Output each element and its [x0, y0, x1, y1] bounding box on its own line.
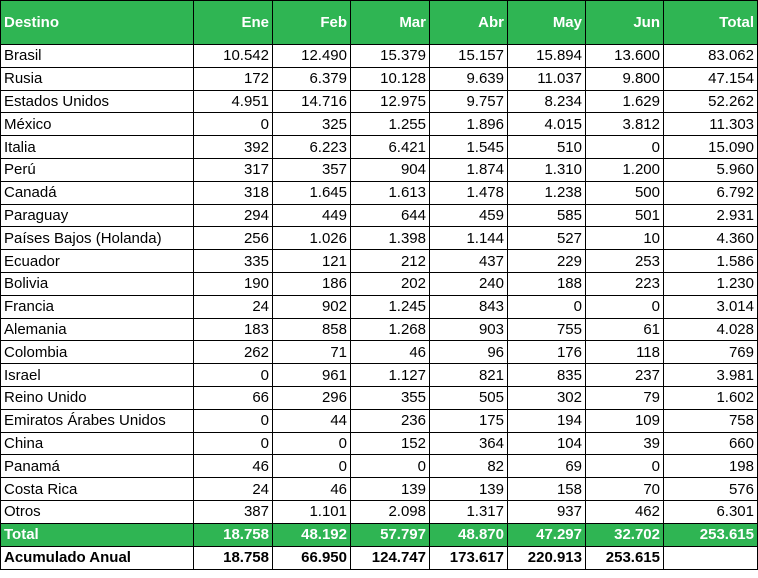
header-abr: Abr: [430, 1, 508, 45]
value-cell: 961: [273, 364, 351, 387]
value-cell: 4.028: [664, 318, 758, 341]
value-cell: 576: [664, 478, 758, 501]
value-cell: 387: [194, 500, 273, 523]
destino-cell: Países Bajos (Holanda): [1, 227, 194, 250]
total-cell: 48.870: [430, 523, 508, 546]
value-cell: 296: [273, 386, 351, 409]
value-cell: 4.360: [664, 227, 758, 250]
value-cell: 2.098: [351, 500, 430, 523]
destino-cell: Costa Rica: [1, 478, 194, 501]
value-cell: 158: [508, 478, 586, 501]
value-cell: 317: [194, 158, 273, 181]
table-row: [1, 341, 758, 364]
value-cell: 3.981: [664, 364, 758, 387]
value-cell: 46: [273, 478, 351, 501]
table-row: [1, 113, 758, 136]
destino-cell: Panamá: [1, 455, 194, 478]
value-cell: 139: [430, 478, 508, 501]
value-cell: 240: [430, 272, 508, 295]
value-cell: 0: [273, 455, 351, 478]
value-cell: 1.127: [351, 364, 430, 387]
value-cell: 96: [430, 341, 508, 364]
value-cell: 843: [430, 295, 508, 318]
value-cell: 3.812: [586, 113, 664, 136]
value-cell: 0: [194, 409, 273, 432]
value-cell: 1.255: [351, 113, 430, 136]
value-cell: 2.931: [664, 204, 758, 227]
value-cell: 0: [273, 432, 351, 455]
value-cell: 82: [430, 455, 508, 478]
value-cell: 10.542: [194, 45, 273, 68]
acumulado-row: [1, 546, 758, 569]
total-cell: 48.192: [273, 523, 351, 546]
destino-cell: Reino Unido: [1, 386, 194, 409]
value-cell: 12.490: [273, 45, 351, 68]
value-cell: 70: [586, 478, 664, 501]
value-cell: 0: [194, 113, 273, 136]
value-cell: 505: [430, 386, 508, 409]
value-cell: 1.586: [664, 250, 758, 273]
table-row: [1, 295, 758, 318]
value-cell: 501: [586, 204, 664, 227]
table-row: [1, 272, 758, 295]
value-cell: 256: [194, 227, 273, 250]
value-cell: 15.090: [664, 136, 758, 159]
value-cell: 294: [194, 204, 273, 227]
value-cell: 229: [508, 250, 586, 273]
total-cell: 18.758: [194, 523, 273, 546]
table-row: [1, 158, 758, 181]
destino-cell: Estados Unidos: [1, 90, 194, 113]
total-cell: 47.297: [508, 523, 586, 546]
table-row: [1, 181, 758, 204]
total-row: [1, 523, 758, 546]
acumulado-label: Acumulado Anual: [1, 546, 194, 569]
value-cell: 4.951: [194, 90, 273, 113]
total-label: Total: [1, 523, 194, 546]
value-cell: 176: [508, 341, 586, 364]
value-cell: 1.629: [586, 90, 664, 113]
value-cell: 8.234: [508, 90, 586, 113]
value-cell: 1.317: [430, 500, 508, 523]
destino-cell: Ecuador: [1, 250, 194, 273]
value-cell: 1.310: [508, 158, 586, 181]
value-cell: 459: [430, 204, 508, 227]
destino-cell: Francia: [1, 295, 194, 318]
table-row: [1, 478, 758, 501]
value-cell: 198: [664, 455, 758, 478]
value-cell: 769: [664, 341, 758, 364]
value-cell: 0: [586, 136, 664, 159]
table-row: [1, 455, 758, 478]
value-cell: 937: [508, 500, 586, 523]
destino-cell: Bolivia: [1, 272, 194, 295]
destino-cell: Rusia: [1, 67, 194, 90]
value-cell: 139: [351, 478, 430, 501]
value-cell: 61: [586, 318, 664, 341]
value-cell: 202: [351, 272, 430, 295]
value-cell: 237: [586, 364, 664, 387]
value-cell: 44: [273, 409, 351, 432]
value-cell: 302: [508, 386, 586, 409]
value-cell: 644: [351, 204, 430, 227]
value-cell: 10.128: [351, 67, 430, 90]
value-cell: 24: [194, 295, 273, 318]
value-cell: 6.223: [273, 136, 351, 159]
value-cell: 462: [586, 500, 664, 523]
destino-cell: China: [1, 432, 194, 455]
value-cell: 392: [194, 136, 273, 159]
value-cell: 325: [273, 113, 351, 136]
value-cell: 904: [351, 158, 430, 181]
value-cell: 15.157: [430, 45, 508, 68]
value-cell: 71: [273, 341, 351, 364]
value-cell: 152: [351, 432, 430, 455]
value-cell: 758: [664, 409, 758, 432]
value-cell: 1.268: [351, 318, 430, 341]
value-cell: 11.303: [664, 113, 758, 136]
table-row: [1, 227, 758, 250]
destino-cell: Colombia: [1, 341, 194, 364]
table-row: [1, 204, 758, 227]
value-cell: 6.421: [351, 136, 430, 159]
value-cell: 24: [194, 478, 273, 501]
value-cell: 4.015: [508, 113, 586, 136]
value-cell: 0: [194, 364, 273, 387]
acumulado-cell: 66.950: [273, 546, 351, 569]
value-cell: 500: [586, 181, 664, 204]
value-cell: 357: [273, 158, 351, 181]
value-cell: 9.757: [430, 90, 508, 113]
value-cell: 175: [430, 409, 508, 432]
destino-cell: Brasil: [1, 45, 194, 68]
value-cell: 0: [351, 455, 430, 478]
value-cell: 510: [508, 136, 586, 159]
value-cell: 335: [194, 250, 273, 273]
value-cell: 12.975: [351, 90, 430, 113]
value-cell: 437: [430, 250, 508, 273]
value-cell: 15.894: [508, 45, 586, 68]
table-row: [1, 250, 758, 273]
value-cell: 355: [351, 386, 430, 409]
value-cell: 9.639: [430, 67, 508, 90]
header-destino: Destino: [1, 1, 194, 45]
value-cell: 0: [194, 432, 273, 455]
value-cell: 190: [194, 272, 273, 295]
value-cell: 121: [273, 250, 351, 273]
table-row: [1, 500, 758, 523]
value-cell: 1.101: [273, 500, 351, 523]
total-cell: 253.615: [664, 523, 758, 546]
value-cell: 6.792: [664, 181, 758, 204]
destino-cell: Paraguay: [1, 204, 194, 227]
value-cell: 0: [586, 295, 664, 318]
header-total: Total: [664, 1, 758, 45]
value-cell: 253: [586, 250, 664, 273]
value-cell: 449: [273, 204, 351, 227]
value-cell: 223: [586, 272, 664, 295]
destino-cell: Otros: [1, 500, 194, 523]
value-cell: 5.960: [664, 158, 758, 181]
destino-cell: Israel: [1, 364, 194, 387]
value-cell: 3.014: [664, 295, 758, 318]
value-cell: 118: [586, 341, 664, 364]
value-cell: 1.896: [430, 113, 508, 136]
value-cell: 1.602: [664, 386, 758, 409]
value-cell: 79: [586, 386, 664, 409]
table-body: [1, 45, 758, 570]
value-cell: 0: [586, 455, 664, 478]
value-cell: 902: [273, 295, 351, 318]
header-jun: Jun: [586, 1, 664, 45]
value-cell: 46: [351, 341, 430, 364]
header-mar: Mar: [351, 1, 430, 45]
header-feb: Feb: [273, 1, 351, 45]
value-cell: 1.245: [351, 295, 430, 318]
table-row: [1, 45, 758, 68]
value-cell: 83.062: [664, 45, 758, 68]
value-cell: 47.154: [664, 67, 758, 90]
value-cell: 1.545: [430, 136, 508, 159]
value-cell: 0: [508, 295, 586, 318]
value-cell: 236: [351, 409, 430, 432]
destino-cell: Alemania: [1, 318, 194, 341]
destino-cell: Italia: [1, 136, 194, 159]
value-cell: 1.478: [430, 181, 508, 204]
header-row: [1, 1, 758, 45]
value-cell: 46: [194, 455, 273, 478]
table-row: [1, 386, 758, 409]
table-row: [1, 364, 758, 387]
destino-cell: México: [1, 113, 194, 136]
destino-cell: Canadá: [1, 181, 194, 204]
header-ene: Ene: [194, 1, 273, 45]
table-row: [1, 67, 758, 90]
value-cell: 172: [194, 67, 273, 90]
value-cell: 183: [194, 318, 273, 341]
acumulado-cell: 173.617: [430, 546, 508, 569]
table-row: [1, 136, 758, 159]
value-cell: 212: [351, 250, 430, 273]
value-cell: 1.874: [430, 158, 508, 181]
value-cell: 11.037: [508, 67, 586, 90]
value-cell: 1.144: [430, 227, 508, 250]
value-cell: 1.238: [508, 181, 586, 204]
value-cell: 13.600: [586, 45, 664, 68]
value-cell: 364: [430, 432, 508, 455]
table-row: [1, 432, 758, 455]
value-cell: 1.230: [664, 272, 758, 295]
value-cell: 835: [508, 364, 586, 387]
value-cell: 1.613: [351, 181, 430, 204]
value-cell: 188: [508, 272, 586, 295]
acumulado-cell: 253.615: [586, 546, 664, 569]
value-cell: 6.301: [664, 500, 758, 523]
value-cell: 6.379: [273, 67, 351, 90]
acumulado-cell: 124.747: [351, 546, 430, 569]
value-cell: 10: [586, 227, 664, 250]
acumulado-cell: 220.913: [508, 546, 586, 569]
value-cell: 660: [664, 432, 758, 455]
value-cell: 1.200: [586, 158, 664, 181]
value-cell: 186: [273, 272, 351, 295]
value-cell: 755: [508, 318, 586, 341]
header-may: May: [508, 1, 586, 45]
value-cell: 104: [508, 432, 586, 455]
value-cell: 69: [508, 455, 586, 478]
value-cell: 527: [508, 227, 586, 250]
value-cell: 14.716: [273, 90, 351, 113]
total-cell: 32.702: [586, 523, 664, 546]
destino-cell: Perú: [1, 158, 194, 181]
value-cell: 318: [194, 181, 273, 204]
value-cell: 15.379: [351, 45, 430, 68]
value-cell: 194: [508, 409, 586, 432]
value-cell: 585: [508, 204, 586, 227]
value-cell: 903: [430, 318, 508, 341]
value-cell: 1.026: [273, 227, 351, 250]
acumulado-cell: 18.758: [194, 546, 273, 569]
value-cell: 109: [586, 409, 664, 432]
destino-cell: Emiratos Árabes Unidos: [1, 409, 194, 432]
value-cell: 9.800: [586, 67, 664, 90]
value-cell: 66: [194, 386, 273, 409]
acumulado-cell: [664, 546, 758, 569]
value-cell: 858: [273, 318, 351, 341]
table-row: [1, 409, 758, 432]
value-cell: 52.262: [664, 90, 758, 113]
value-cell: 1.645: [273, 181, 351, 204]
value-cell: 821: [430, 364, 508, 387]
value-cell: 1.398: [351, 227, 430, 250]
value-cell: 39: [586, 432, 664, 455]
total-cell: 57.797: [351, 523, 430, 546]
value-cell: 262: [194, 341, 273, 364]
table-row: [1, 90, 758, 113]
table-row: [1, 318, 758, 341]
